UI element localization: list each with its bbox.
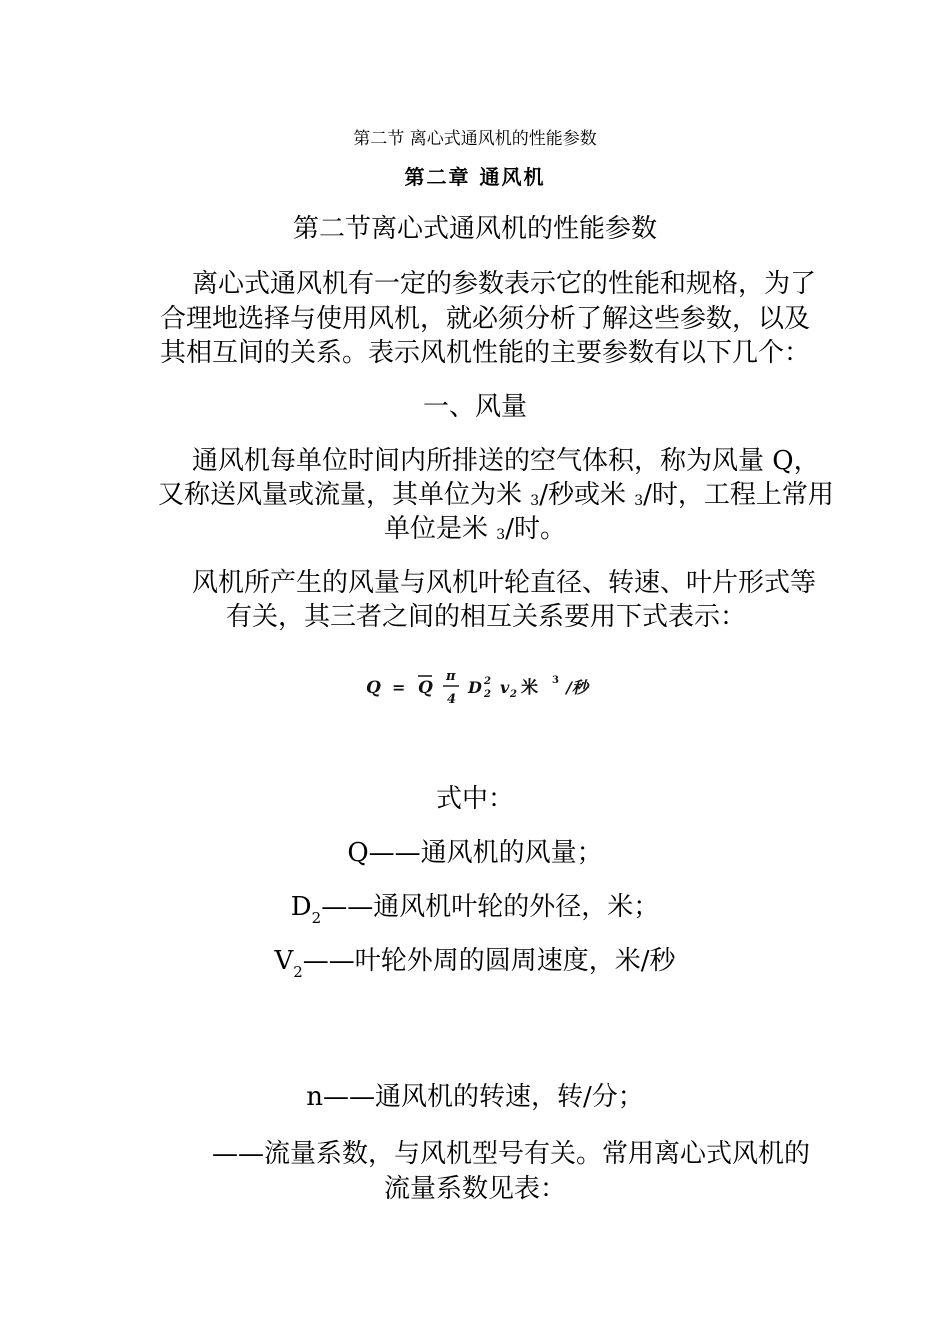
airflow-line-1: 通风机每单位时间内所排送的空气体积，称为风量 Q，	[192, 446, 820, 476]
airflow-formula	[0, 666, 950, 710]
definition-q: Q——通风机的风量；	[347, 838, 603, 868]
formula-four: 4	[447, 692, 457, 707]
intro-line-3: 其相互间的关系。表示风机性能的主要参数有以下几个：	[160, 338, 811, 368]
airflow-line-2: 又称送风量或流量，其单位为米 3/秒或米 3/时，工程上常用	[158, 480, 834, 510]
formula-eq: =	[392, 678, 406, 697]
formula-v-sub: 2	[510, 689, 517, 700]
formula-coef: Q	[418, 678, 433, 698]
definition-n: n——通风机的转速，转/分；	[306, 1082, 644, 1112]
subsection-airflow-title: 一、风量	[422, 392, 527, 422]
formula-v: v	[500, 678, 510, 697]
formula-D-sub: 2	[484, 689, 491, 700]
intro-line-1: 离心式通风机有一定的参数表示它的性能和规格，为了	[192, 269, 817, 299]
airflow-line-3: 单位是米 3/时。	[384, 514, 566, 544]
section-title: 第二节离心式通风机的性能参数	[292, 214, 657, 244]
formula-pi: π	[446, 669, 456, 684]
definition-v2: $V_2——$叶轮外周的圆周速度，米/秒	[274, 946, 676, 981]
formula-lhs: Q	[366, 678, 381, 698]
relation-line-2: 有关，其三者之间的相互关系要用下式表示：	[226, 602, 747, 632]
formula-D-exp: 2	[484, 676, 491, 687]
formula-unit-exp: 3	[552, 675, 559, 686]
formula-unit-rest: /秒	[566, 678, 588, 697]
chapter-title: 第二章 通风机	[404, 165, 546, 189]
formula-unit: 米	[521, 678, 538, 698]
definition-d2: $D_2——$通风机叶轮的外径，米；	[290, 892, 660, 927]
formula-D: D	[468, 678, 482, 697]
flow-coefficient-line-1: ——流量系数，与风机型号有关。常用离心式风机的	[212, 1139, 811, 1169]
intro-line-2: 合理地选择与使用风机，就必须分析了解这些参数，以及	[160, 304, 811, 334]
page-header: 第二节 离心式通风机的性能参数	[353, 129, 597, 149]
flow-coefficient-line-2: 流量系数见表：	[383, 1174, 566, 1204]
relation-line-1: 风机所产生的风量与风机叶轮直径、转速、叶片形式等	[192, 568, 817, 598]
where-label: 式中：	[435, 784, 514, 814]
